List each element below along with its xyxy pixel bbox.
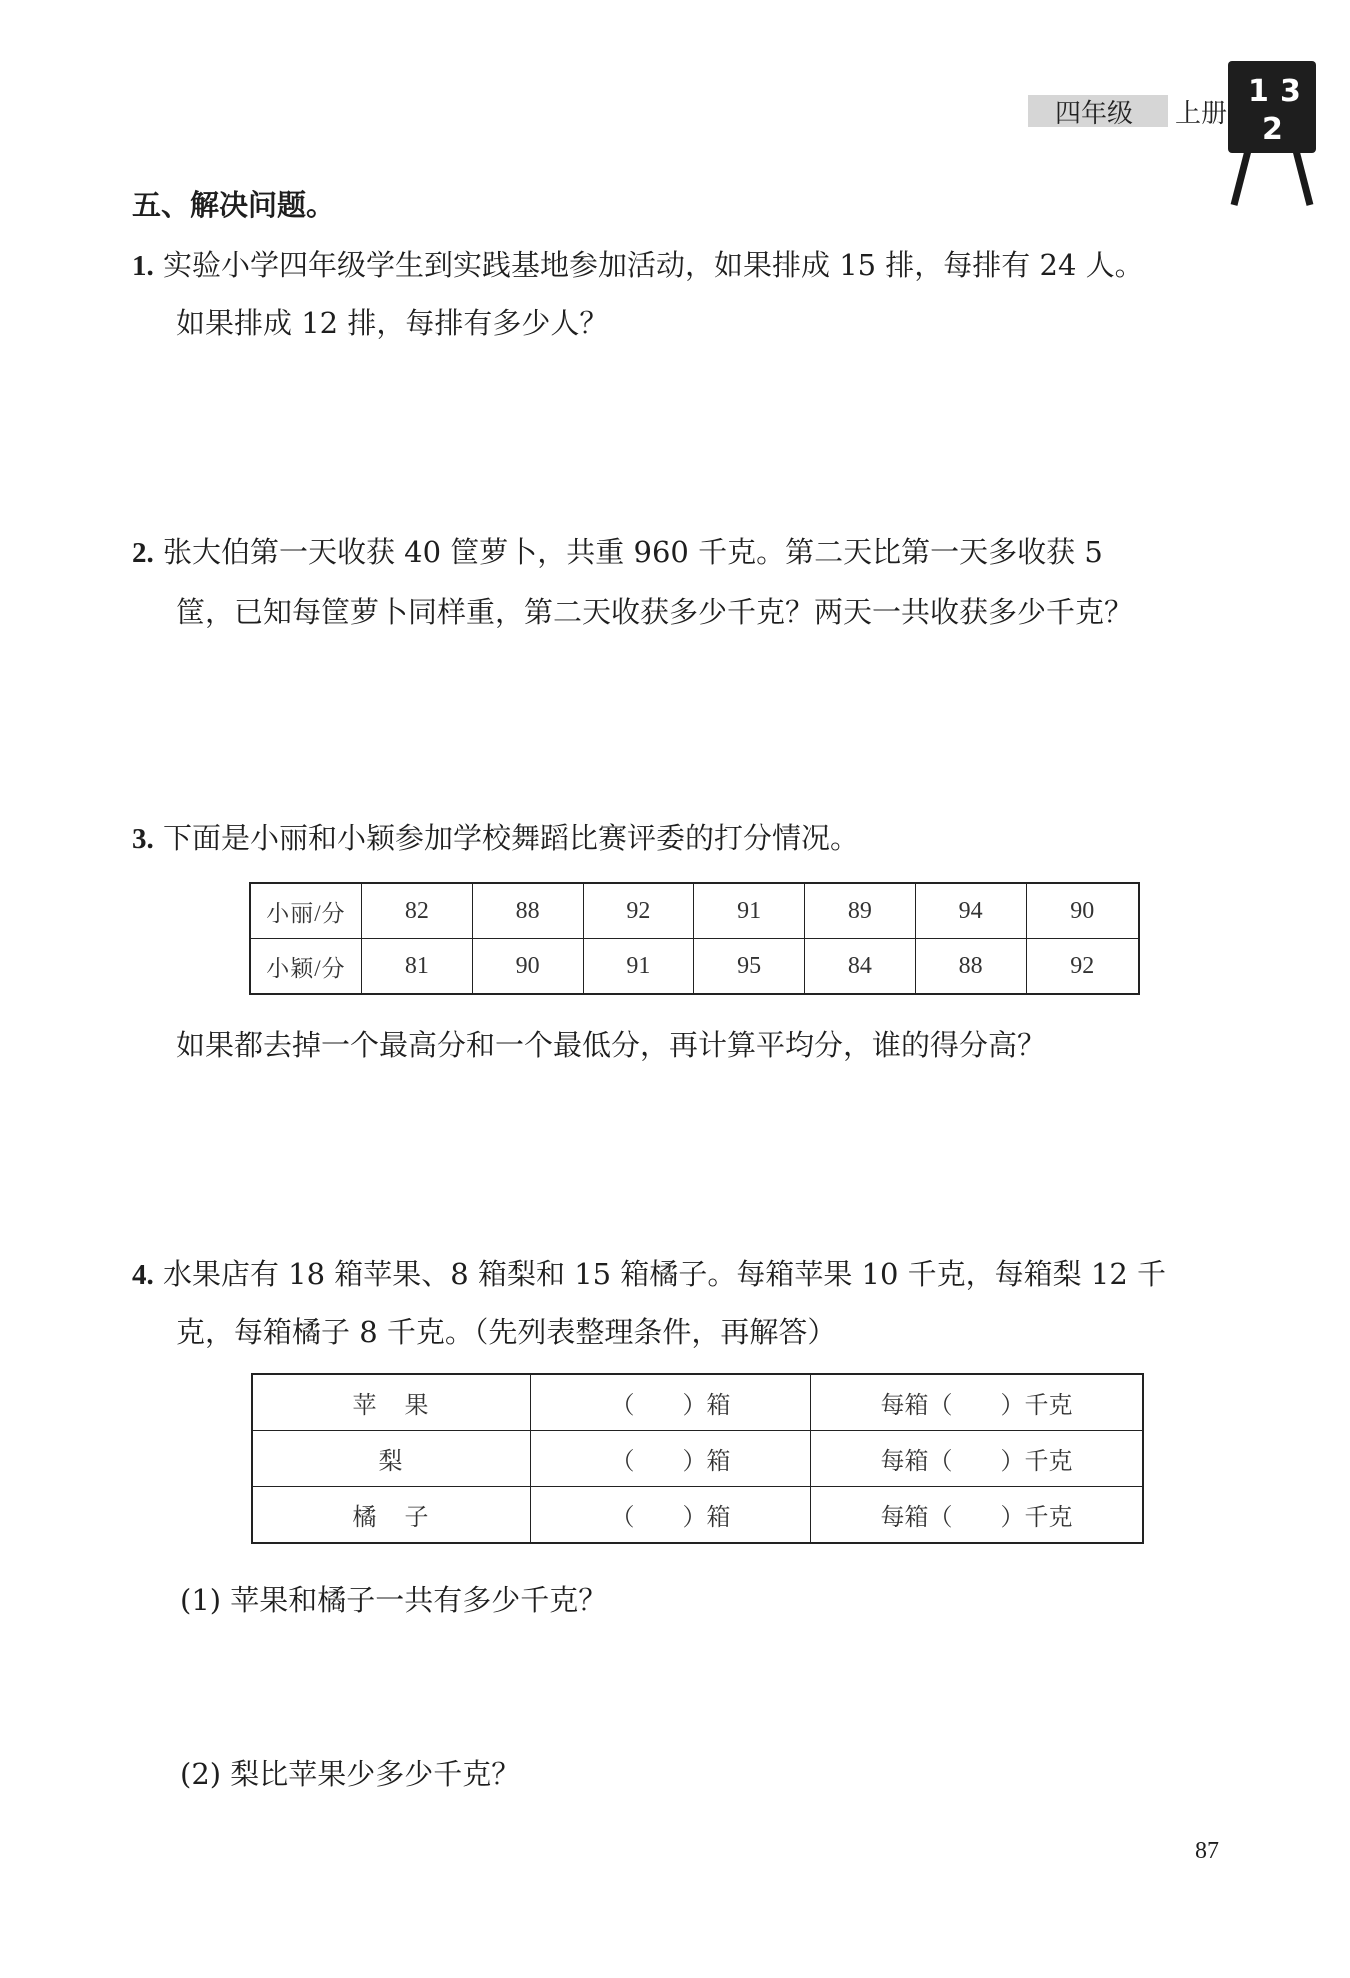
table-row [250,939,1139,995]
table-row [252,1374,1143,1431]
score-cell: 81 [362,939,473,995]
score-cell: 84 [805,939,916,995]
question-text-continued: 如果排成 12 排，每排有多少人？ [176,306,609,340]
score-cell: 94 [915,883,1026,939]
table-row [252,1487,1143,1544]
row-header: 小颖/分 [250,939,362,995]
sub-question-2: (2) 梨比苹果少多少千克？ [180,1757,521,1791]
score-cell: 90 [1026,883,1139,939]
score-cell: 91 [583,939,694,995]
score-cell: 92 [1026,939,1139,995]
question-number: 3. [132,823,154,855]
badge-number: 1 [1248,74,1269,109]
score-cell: 89 [805,883,916,939]
table-row [250,883,1139,939]
question-number: 1. [132,250,154,282]
badge-number: 2 [1262,112,1283,147]
question-text: 水果店有 18 箱苹果、8 箱梨和 15 箱橘子。每箱苹果 10 千克，每箱梨 12 千 [162,1257,1166,1291]
score-cell: 82 [362,883,473,939]
question-4 [132,1252,1166,1293]
question-2 [132,530,1103,571]
question-text: 实验小学四年级学生到实践基地参加活动，如果排成 15 排，每排有 24 人。 [162,248,1144,282]
score-cell: 95 [694,939,805,995]
per-box-blank[interactable]: 每箱（ ）千克 [811,1487,1144,1544]
score-cell: 92 [583,883,694,939]
question-text-continued: 克，每箱橘子 8 千克。（先列表整理条件，再解答） [176,1315,837,1349]
score-cell: 90 [472,939,583,995]
table-row [252,1431,1143,1487]
fruit-name: 橘 子 [252,1487,531,1544]
question-text-continued: 如果都去掉一个最高分和一个最低分，再计算平均分，谁的得分高？ [176,1028,1047,1062]
sub-question-1: (1) 苹果和橘子一共有多少千克？ [180,1583,608,1617]
badge-number: 3 [1280,74,1301,109]
question-number: 4. [132,1259,154,1291]
boxes-blank[interactable]: （ ）箱 [531,1487,811,1544]
blackboard-icon [1222,55,1322,210]
score-cell: 88 [472,883,583,939]
score-cell: 88 [915,939,1026,995]
boxes-blank[interactable]: （ ）箱 [531,1374,811,1431]
question-3 [132,816,859,857]
fruit-table [251,1373,1144,1544]
boxes-blank[interactable]: （ ）箱 [531,1431,811,1487]
row-header: 小丽/分 [250,883,362,939]
per-box-blank[interactable]: 每箱（ ）千克 [811,1374,1144,1431]
question-1 [132,243,1144,284]
question-number: 2. [132,537,154,569]
header-volume: 上册 [1175,99,1228,129]
section-title: 五、解决问题。 [132,188,336,222]
page-number: 87 [1195,1838,1219,1864]
question-text: 下面是小丽和小颖参加学校舞蹈比赛评委的打分情况。 [162,821,859,855]
score-cell: 91 [694,883,805,939]
question-text-continued: 筐，已知每筐萝卜同样重，第二天收获多少千克？两天一共收获多少千克？ [176,595,1134,629]
fruit-name: 梨 [252,1431,531,1487]
header-grade: 四年级 [1055,99,1134,129]
question-text: 张大伯第一天收获 40 筐萝卜，共重 960 千克。第二天比第一天多收获 5 [162,535,1103,569]
score-table [249,882,1140,995]
fruit-name: 苹 果 [252,1374,531,1431]
per-box-blank[interactable]: 每箱（ ）千克 [811,1431,1144,1487]
